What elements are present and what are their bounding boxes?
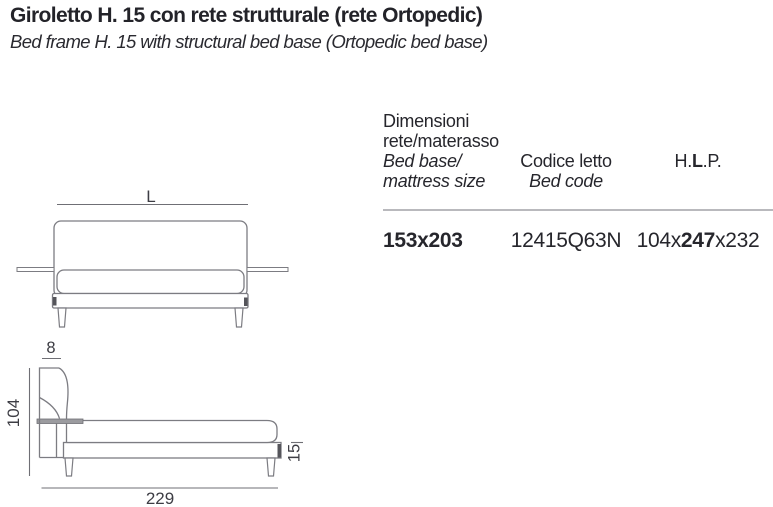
front-view-diagram	[17, 187, 288, 327]
mattress-side	[67, 421, 278, 443]
column-header-dimensions-en-2: mattress size	[383, 171, 486, 191]
cell-mattress-size: 153x203	[383, 229, 463, 252]
mattress-front	[57, 270, 244, 294]
headboard-thickness-label: 8	[46, 339, 56, 357]
frame-side-tab	[278, 444, 282, 458]
hlp-bold: L	[691, 151, 703, 171]
right-shelf-front	[247, 268, 288, 272]
bed-frame-front	[53, 294, 249, 309]
table-divider	[383, 209, 773, 211]
column-header-dimensions-it-1: Dimensioni	[383, 111, 470, 131]
side-right-leg	[267, 458, 275, 476]
left-shelf-front	[17, 268, 54, 272]
column-header-hlp	[628, 151, 768, 171]
headboard-inner-curve	[40, 398, 60, 419]
page-title: Giroletto H. 15 con rete strutturale (rete Ortopedic)	[10, 4, 483, 27]
cell-hlp-post: x232	[715, 229, 760, 252]
headboard-outer-curve	[59, 368, 68, 419]
cell-hlp-bold: 247	[680, 229, 716, 252]
bed-frame-side	[64, 443, 282, 459]
front-left-leg	[58, 308, 66, 327]
side-view-diagram	[4, 339, 304, 507]
frame-right-tab	[244, 298, 248, 307]
hlp-post: .P.	[702, 151, 722, 171]
frame-height-dimension-label: 15	[285, 443, 304, 463]
cell-hlp-pre: 104x	[636, 229, 681, 252]
frame-left-tab	[53, 297, 57, 306]
bed-technical-drawing	[0, 150, 370, 507]
cell-hlp-dimensions	[618, 229, 773, 253]
front-width-dimension-label: L	[146, 187, 156, 206]
side-left-leg	[65, 458, 73, 476]
column-header-dimensions-it-2: rete/materasso	[383, 131, 499, 151]
column-header-bed-code	[486, 151, 646, 191]
page-subtitle: Bed frame H. 15 with structural bed base (Ortopedic bed base)	[10, 31, 488, 52]
column-header-dimensions-en-1: Bed base/	[383, 151, 462, 171]
hlp-pre: H.	[674, 151, 692, 171]
cell-bed-code: 12415Q63N	[510, 229, 622, 252]
height-dimension-label: 104	[4, 398, 23, 428]
shelf-side	[37, 419, 83, 424]
column-header-bed-code-en: Bed code	[529, 171, 603, 191]
front-right-leg	[235, 308, 243, 327]
length-dimension-label: 229	[145, 489, 175, 507]
column-header-bed-code-it: Codice letto	[520, 151, 612, 171]
